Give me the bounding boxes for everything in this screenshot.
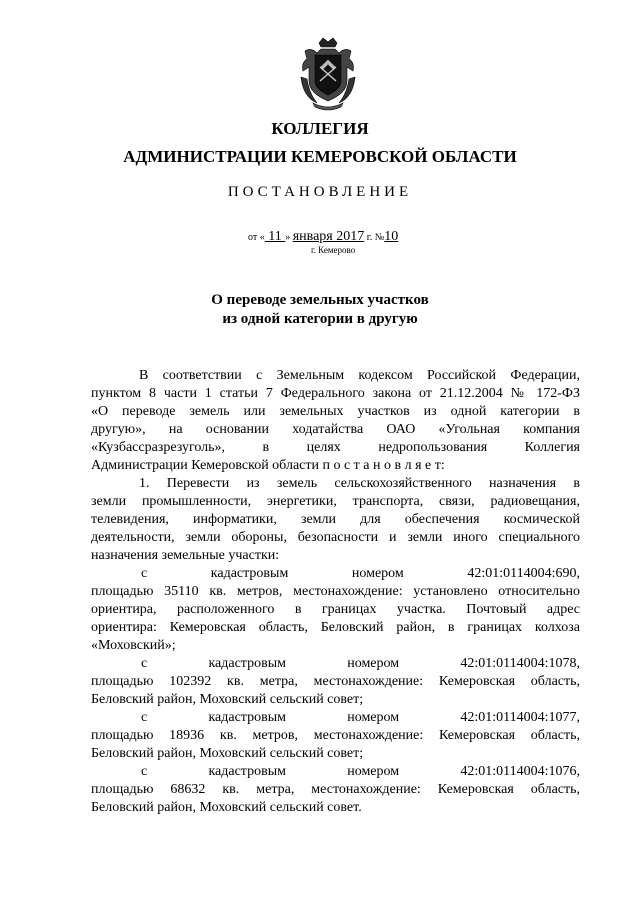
body-line: В соответствии с Земельным кодексом Российской Федерации, bbox=[139, 368, 580, 383]
organization-subtitle: АДМИНИСТРАЦИИ КЕМЕРОВСКОЙ ОБЛАСТИ bbox=[123, 147, 517, 166]
body-line: площадью 35110 кв. метров, местонахождение: установлено относительно bbox=[91, 584, 580, 599]
body-line: деятельности, земли обороны, безопасности и земли иного специального bbox=[91, 530, 580, 545]
date-g-number-label: г. № bbox=[364, 232, 385, 243]
document-date-line bbox=[248, 230, 398, 245]
subject-line: из одной категории в другую bbox=[222, 311, 418, 327]
document-body bbox=[91, 367, 580, 817]
body-line: площадью 102392 кв. метра, местонахождение: Кемеровская область, bbox=[91, 674, 580, 689]
date-month-year: января 2017 bbox=[292, 229, 365, 244]
body-line: площадью 18936 кв. метров, местонахождение: Кемеровская область, bbox=[91, 728, 580, 743]
document-type: ПОСТАНОВЛЕНИЕ bbox=[227, 184, 413, 200]
body-line: 1. Перевести из земель сельскохозяйственного назначения в bbox=[139, 476, 580, 491]
body-line: с кадастровым номером 42:01:0114004:1077, bbox=[141, 710, 580, 725]
date-close-quote: » bbox=[285, 232, 293, 243]
document-subject bbox=[0, 291, 640, 329]
body-line: «Моховский»; bbox=[91, 638, 176, 653]
body-line: «О переводе земель или земельных участков из одной категории в bbox=[91, 404, 580, 419]
document-number: 10 bbox=[384, 229, 399, 244]
body-line: ориентира: Кемеровская область, Беловский район, в границах колхоза bbox=[91, 620, 580, 635]
body-line: с кадастровым номером 42:01:0114004:1076, bbox=[141, 764, 580, 779]
body-line: пунктом 8 части 1 статьи 7 Федерального закона от 21.12.2004 № 172-ФЗ bbox=[91, 386, 580, 401]
organization-title: КОЛЛЕГИЯ bbox=[271, 119, 369, 138]
kemerovo-coat-of-arms-icon bbox=[297, 37, 359, 112]
document-city: г. Кемерово bbox=[311, 245, 356, 255]
date-day: 11 bbox=[264, 229, 286, 244]
body-line: земли промышленности, энергетики, транспорта, связи, радиовещания, bbox=[91, 494, 580, 509]
body-line: Администрации Кемеровской области п о с т а н о в л я е т: bbox=[91, 458, 445, 473]
body-line: назначения земельные участки: bbox=[91, 548, 280, 563]
body-line: площадью 68632 кв. метра, местонахождение: Кемеровская область, bbox=[91, 782, 580, 797]
subject-line: О переводе земельных участков bbox=[211, 292, 429, 308]
body-line: Беловский район, Моховский сельский совет; bbox=[91, 692, 364, 707]
body-line: ориентира, расположенного в границах участка. Почтовый адрес bbox=[91, 602, 580, 617]
body-line: Беловский район, Моховский сельский совет; bbox=[91, 746, 364, 761]
body-line: другую», на основании ходатайства ОАО «Угольная компания bbox=[91, 422, 580, 437]
body-line: с кадастровым номером 42:01:0114004:690, bbox=[141, 566, 580, 581]
body-line: «Кузбассразрезуголь», в целях недропользования Коллегия bbox=[91, 440, 580, 455]
date-prefix: от « bbox=[248, 232, 265, 243]
body-line: с кадастровым номером 42:01:0114004:1078, bbox=[141, 656, 580, 671]
body-line: Беловский район, Моховский сельский совет. bbox=[91, 800, 362, 815]
body-line: телевидения, информатики, земли для обеспечения космической bbox=[91, 512, 580, 527]
